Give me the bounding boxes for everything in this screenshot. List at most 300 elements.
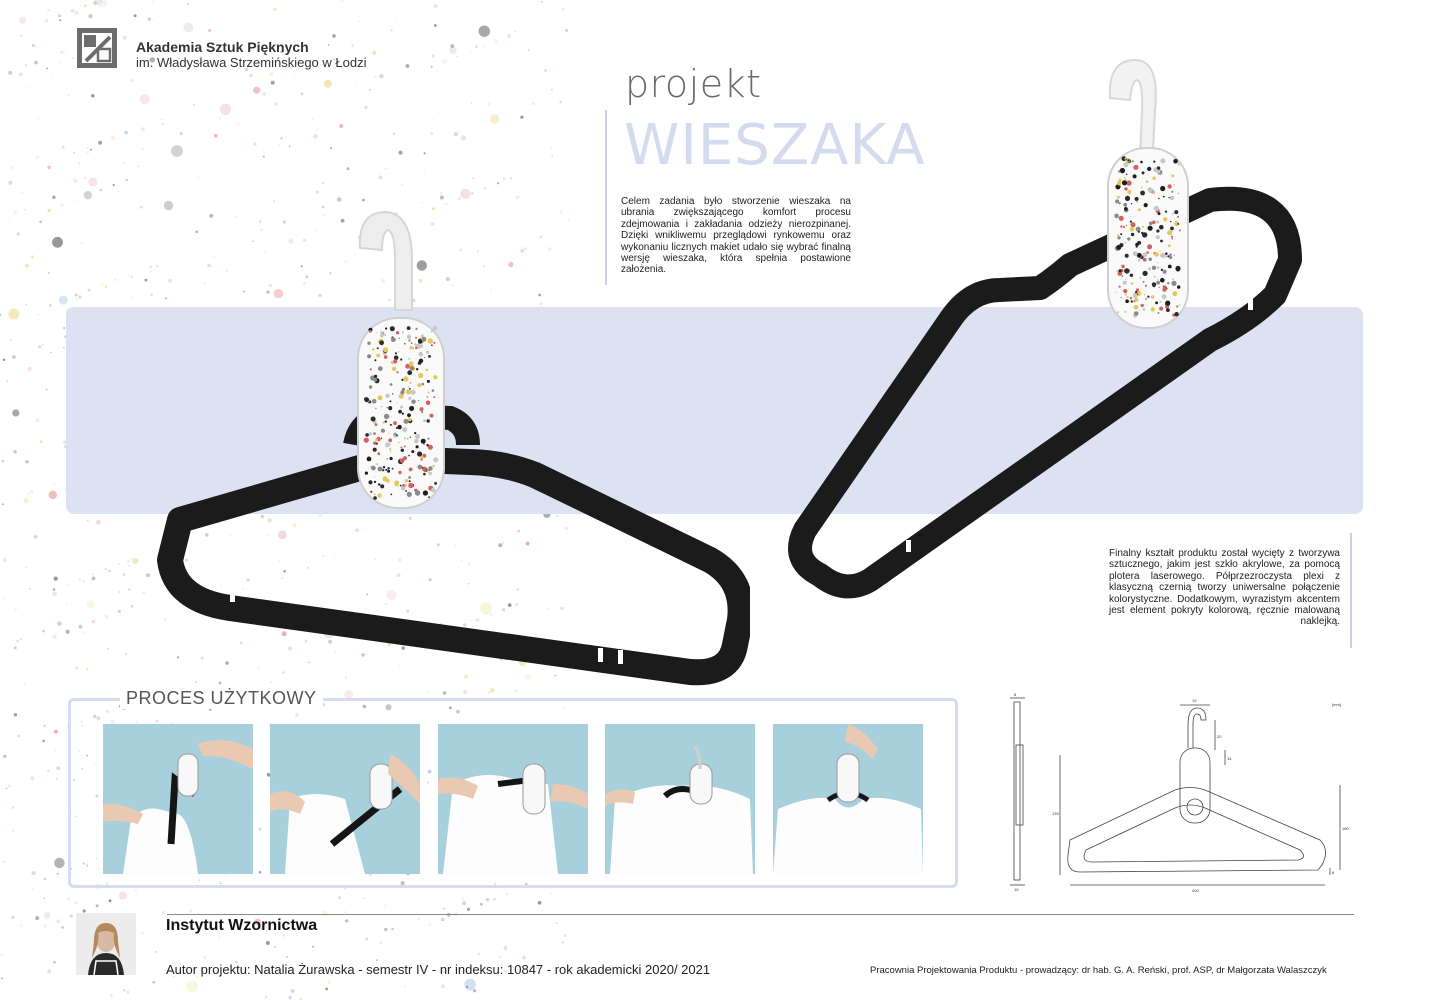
splatter-dot bbox=[359, 21, 360, 22]
splatter-dot bbox=[313, 134, 318, 139]
splatter-dot bbox=[441, 918, 445, 922]
sticker-speckle bbox=[1157, 266, 1160, 269]
sticker-speckle bbox=[401, 449, 404, 452]
sticker-speckle bbox=[374, 494, 375, 495]
splatter-dot bbox=[3, 755, 6, 758]
sticker-speckle bbox=[1143, 253, 1148, 258]
splatter-dot bbox=[250, 74, 253, 77]
sticker-speckle bbox=[419, 359, 423, 363]
sticker-speckle bbox=[1157, 279, 1158, 280]
splatter-dot bbox=[562, 941, 565, 944]
sticker-speckle bbox=[398, 351, 399, 352]
institute-name: Instytut Wzornictwa bbox=[166, 917, 318, 934]
sticker-speckle bbox=[398, 471, 401, 474]
splatter-dot bbox=[180, 132, 183, 135]
sticker-speckle bbox=[1131, 282, 1134, 285]
splatter-dot bbox=[443, 908, 445, 910]
splatter-dot bbox=[60, 204, 63, 207]
splatter-dot bbox=[396, 21, 397, 22]
splatter-dot bbox=[490, 114, 499, 123]
splatter-dot bbox=[340, 0, 344, 3]
splatter-dot bbox=[47, 209, 50, 212]
splatter-dot bbox=[0, 487, 1, 488]
splatter-dot bbox=[119, 592, 120, 593]
splatter-dot bbox=[63, 347, 64, 348]
splatter-dot bbox=[324, 80, 332, 88]
splatter-dot bbox=[153, 1, 155, 3]
sticker-speckle bbox=[1140, 278, 1141, 279]
splatter-dot bbox=[338, 896, 341, 899]
sticker-speckle bbox=[418, 465, 423, 470]
splatter-dot bbox=[131, 558, 132, 559]
sticker-speckle bbox=[407, 438, 409, 440]
splatter-dot bbox=[316, 191, 319, 194]
splatter-dot bbox=[87, 600, 95, 608]
splatter-dot bbox=[52, 592, 57, 597]
sticker-speckle bbox=[1165, 211, 1167, 213]
splatter-dot bbox=[2, 460, 4, 462]
splatter-dot bbox=[214, 134, 218, 138]
splatter-dot bbox=[126, 991, 129, 994]
sticker-speckle bbox=[1171, 236, 1173, 238]
sticker-speckle bbox=[380, 484, 384, 488]
sticker-speckle bbox=[407, 413, 411, 417]
title-wieszaka: WIESZAKA bbox=[624, 113, 926, 178]
sticker-speckle bbox=[422, 467, 423, 468]
sticker-speckle bbox=[399, 338, 400, 339]
sticker-speckle bbox=[415, 490, 420, 495]
splatter-dot bbox=[345, 919, 348, 922]
splatter-dot bbox=[74, 901, 78, 905]
splatter-dot bbox=[50, 199, 52, 201]
splatter-dot bbox=[66, 583, 68, 585]
splatter-dot bbox=[432, 117, 434, 119]
sticker-speckle bbox=[421, 439, 426, 444]
splatter-dot bbox=[20, 924, 22, 926]
splatter-dot bbox=[125, 653, 127, 655]
splatter-dot bbox=[45, 19, 49, 23]
splatter-dot bbox=[37, 314, 39, 316]
sticker-speckle bbox=[1123, 281, 1127, 285]
splatter-dot bbox=[479, 26, 490, 37]
splatter-dot bbox=[424, 152, 426, 154]
splatter-dot bbox=[126, 179, 128, 181]
dim-top: 8 bbox=[1014, 692, 1017, 697]
sticker-speckle bbox=[377, 493, 381, 497]
splatter-dot bbox=[86, 668, 89, 671]
sticker-speckle bbox=[407, 335, 411, 339]
sticker-speckle bbox=[1124, 187, 1127, 190]
footer-divider bbox=[167, 914, 1354, 915]
sticker-speckle bbox=[385, 442, 390, 447]
splatter-dot bbox=[559, 101, 562, 104]
splatter-dot bbox=[22, 192, 23, 193]
sticker-speckle bbox=[411, 342, 413, 344]
sticker-speckle bbox=[1153, 161, 1155, 163]
hanger-photo-angled bbox=[780, 40, 1340, 610]
sticker-speckle bbox=[376, 332, 377, 333]
sticker-speckle bbox=[394, 355, 399, 360]
sticker-speckle bbox=[388, 433, 389, 434]
splatter-dot bbox=[3, 861, 5, 863]
splatter-dot bbox=[128, 588, 130, 590]
splatter-dot bbox=[391, 928, 394, 931]
sticker-speckle bbox=[1127, 159, 1129, 161]
sticker-speckle bbox=[1148, 267, 1151, 270]
sticker-speckle bbox=[402, 484, 405, 487]
sticker-speckle bbox=[1139, 310, 1140, 311]
splatter-dot bbox=[155, 951, 157, 953]
sticker-speckle bbox=[401, 379, 403, 381]
sticker-speckle bbox=[1159, 225, 1164, 230]
splatter-dot bbox=[187, 3, 190, 6]
sticker-speckle bbox=[1165, 252, 1168, 255]
splatter-dot bbox=[20, 34, 23, 37]
sticker-speckle bbox=[416, 445, 419, 448]
sticker-speckle bbox=[365, 472, 368, 475]
splatter-dot bbox=[16, 640, 19, 643]
splatter-dot bbox=[54, 577, 58, 581]
sticker-speckle bbox=[1159, 307, 1163, 311]
splatter-dot bbox=[0, 314, 1, 316]
splatter-dot bbox=[6, 788, 7, 789]
sticker-speckle bbox=[375, 408, 376, 409]
splatter-dot bbox=[512, 104, 514, 106]
sticker-speckle bbox=[381, 438, 382, 439]
splatter-dot bbox=[84, 632, 87, 635]
splatter-dot bbox=[401, 184, 403, 186]
sticker-speckle bbox=[394, 481, 399, 486]
splatter-dot bbox=[295, 74, 297, 76]
splatter-dot bbox=[431, 66, 433, 68]
sticker-speckle bbox=[373, 496, 377, 500]
splatter-dot bbox=[171, 145, 183, 157]
splatter-dot bbox=[494, 39, 498, 43]
splatter-dot bbox=[562, 8, 565, 11]
sticker-speckle bbox=[1151, 295, 1155, 299]
splatter-dot bbox=[8, 71, 12, 75]
sticker-speckle bbox=[1151, 307, 1155, 311]
sticker-speckle bbox=[390, 400, 392, 402]
splatter-dot bbox=[186, 980, 198, 992]
splatter-dot bbox=[289, 146, 291, 148]
splatter-dot bbox=[43, 109, 44, 110]
splatter-dot bbox=[515, 31, 516, 32]
sticker-speckle bbox=[427, 438, 429, 440]
sticker-speckle bbox=[1119, 269, 1122, 272]
sticker-speckle bbox=[408, 339, 410, 341]
sticker-speckle bbox=[1156, 235, 1160, 239]
splatter-dot bbox=[59, 62, 61, 64]
sticker-speckle bbox=[418, 400, 419, 401]
sticker-speckle bbox=[1134, 298, 1138, 302]
splatter-dot bbox=[92, 620, 96, 624]
splatter-dot bbox=[52, 196, 55, 199]
sticker-speckle bbox=[383, 466, 385, 468]
sticker-speckle bbox=[1157, 166, 1160, 169]
sticker-speckle bbox=[432, 389, 435, 392]
splatter-dot bbox=[263, 92, 266, 95]
sticker-speckle bbox=[372, 348, 375, 351]
splatter-dot bbox=[134, 14, 137, 17]
splatter-dot bbox=[29, 86, 31, 88]
splatter-dot bbox=[12, 830, 15, 833]
sticker-speckle bbox=[1141, 187, 1143, 189]
splatter-dot bbox=[73, 179, 77, 183]
splatter-dot bbox=[497, 182, 499, 184]
sticker-speckle bbox=[422, 383, 425, 386]
splatter-dot bbox=[142, 933, 143, 934]
splatter-dot bbox=[443, 691, 446, 694]
sticker-speckle bbox=[1116, 292, 1117, 293]
sticker-speckle bbox=[1123, 226, 1125, 228]
sticker-speckle bbox=[367, 457, 372, 462]
splatter-dot bbox=[141, 127, 145, 131]
sticker-speckle bbox=[1123, 162, 1128, 167]
sticker-speckle bbox=[1179, 304, 1181, 306]
sticker-speckle bbox=[1152, 266, 1156, 270]
splatter-dot bbox=[42, 344, 44, 346]
splatter-dot bbox=[84, 191, 92, 199]
sticker-speckle bbox=[377, 463, 378, 464]
sticker-speckle bbox=[370, 491, 372, 493]
sticker-speckle bbox=[373, 448, 377, 452]
splatter-dot bbox=[31, 255, 34, 258]
splatter-dot bbox=[406, 64, 410, 68]
sticker-speckle bbox=[374, 375, 377, 378]
sticker-speckle bbox=[1124, 158, 1126, 160]
sticker-speckle bbox=[1149, 258, 1152, 261]
sticker-speckle bbox=[397, 403, 398, 404]
splatter-dot bbox=[53, 961, 56, 964]
splatter-dot bbox=[72, 57, 74, 59]
splatter-dot bbox=[565, 29, 568, 32]
splatter-dot bbox=[118, 563, 120, 565]
splatter-dot bbox=[89, 14, 93, 18]
sticker-speckle bbox=[408, 386, 410, 388]
sticker-speckle bbox=[1178, 163, 1180, 165]
splatter-dot bbox=[61, 157, 63, 159]
splatter-dot bbox=[60, 51, 63, 54]
splatter-dot bbox=[110, 994, 113, 997]
splatter-dot bbox=[51, 294, 52, 295]
sticker-speckle bbox=[1158, 312, 1160, 314]
sticker-speckle bbox=[1125, 279, 1126, 280]
splatter-dot bbox=[10, 166, 14, 170]
sticker-speckle bbox=[418, 373, 423, 378]
splatter-dot bbox=[30, 776, 34, 780]
sticker-speckle bbox=[398, 410, 402, 414]
sticker-speckle bbox=[1130, 274, 1133, 277]
splatter-dot bbox=[384, 928, 387, 931]
sticker-speckle bbox=[1160, 186, 1165, 191]
splatter-dot bbox=[113, 184, 115, 186]
sticker-speckle bbox=[411, 450, 414, 453]
splatter-dot bbox=[58, 14, 61, 17]
splatter-dot bbox=[265, 996, 267, 998]
splatter-dot bbox=[332, 34, 336, 38]
splatter-dot bbox=[145, 279, 148, 282]
splatter-dot bbox=[75, 294, 78, 297]
sticker-speckle bbox=[385, 469, 387, 471]
sticker-speckle bbox=[1177, 285, 1180, 288]
sticker-speckle bbox=[1125, 254, 1129, 258]
splatter-dot bbox=[116, 139, 117, 140]
splatter-dot bbox=[54, 483, 55, 484]
splatter-dot bbox=[108, 570, 110, 572]
splatter-dot bbox=[71, 9, 74, 12]
process-step-5 bbox=[773, 724, 923, 874]
splatter-dot bbox=[198, 177, 199, 178]
splatter-dot bbox=[118, 610, 121, 613]
splatter-dot bbox=[544, 69, 547, 72]
splatter-dot bbox=[111, 136, 115, 140]
sticker-speckle bbox=[371, 417, 376, 422]
sticker-speckle bbox=[1143, 271, 1148, 276]
splatter-dot bbox=[123, 36, 127, 40]
splatter-dot bbox=[61, 926, 64, 929]
sticker-speckle bbox=[1156, 221, 1159, 224]
splatter-dot bbox=[13, 450, 16, 453]
sticker-speckle bbox=[415, 414, 416, 415]
sticker-speckle bbox=[1143, 258, 1147, 262]
sticker-speckle bbox=[1117, 270, 1119, 272]
sticker-speckle bbox=[428, 338, 433, 343]
sticker-speckle bbox=[1146, 251, 1149, 254]
sticker-speckle bbox=[415, 347, 417, 349]
splatter-dot bbox=[7, 380, 9, 382]
splatter-dot bbox=[96, 904, 99, 907]
sticker-speckle bbox=[1173, 254, 1175, 256]
splatter-dot bbox=[32, 888, 33, 889]
splatter-dot bbox=[42, 630, 45, 633]
splatter-dot bbox=[36, 156, 39, 159]
splatter-dot bbox=[274, 102, 277, 105]
splatter-dot bbox=[37, 117, 39, 119]
splatter-dot bbox=[73, 199, 76, 202]
splatter-dot bbox=[124, 131, 128, 135]
splatter-dot bbox=[431, 132, 433, 134]
splatter-dot bbox=[13, 211, 17, 215]
splatter-dot bbox=[218, 936, 221, 939]
sticker-speckle bbox=[1138, 231, 1140, 233]
splatter-dot bbox=[66, 603, 67, 604]
sticker-speckle bbox=[419, 344, 423, 348]
splatter-dot bbox=[4, 795, 5, 796]
splatter-dot bbox=[12, 355, 16, 359]
sticker-speckle bbox=[1166, 308, 1170, 312]
splatter-dot bbox=[428, 923, 432, 927]
sticker-speckle bbox=[411, 400, 415, 404]
sticker-speckle bbox=[409, 346, 412, 349]
splatter-dot bbox=[78, 295, 81, 298]
splatter-dot bbox=[432, 54, 435, 57]
splatter-dot bbox=[82, 580, 85, 583]
splatter-dot bbox=[271, 81, 275, 85]
splatter-dot bbox=[90, 149, 92, 151]
splatter-dot bbox=[25, 264, 29, 268]
splatter-dot bbox=[75, 666, 78, 669]
sticker-speckle bbox=[1124, 242, 1126, 244]
sticker-speckle bbox=[1169, 253, 1172, 256]
sticker-speckle bbox=[414, 439, 419, 444]
splatter-dot bbox=[12, 409, 19, 416]
sticker-speckle bbox=[415, 337, 417, 339]
sticker-speckle bbox=[364, 397, 369, 402]
sticker-speckle bbox=[1136, 288, 1139, 291]
sticker-speckle bbox=[1172, 213, 1174, 215]
sticker-speckle bbox=[364, 438, 369, 443]
sticker-speckle bbox=[409, 468, 413, 472]
splatter-dot bbox=[105, 615, 108, 618]
splatter-dot bbox=[424, 172, 425, 173]
splatter-dot bbox=[92, 577, 96, 581]
sticker-speckle bbox=[1135, 197, 1139, 201]
sticker-speckle bbox=[404, 445, 406, 447]
sticker-speckle bbox=[1160, 158, 1165, 163]
splatter-dot bbox=[32, 871, 36, 875]
sticker-speckle bbox=[434, 482, 437, 485]
sticker-speckle bbox=[407, 492, 412, 497]
splatter-dot bbox=[161, 122, 164, 125]
sticker-speckle bbox=[1141, 232, 1143, 234]
splatter-dot bbox=[564, 934, 567, 937]
sticker-speckle bbox=[1146, 180, 1149, 183]
splatter-dot bbox=[463, 690, 467, 694]
splatter-dot bbox=[374, 76, 376, 78]
sticker-speckle bbox=[1127, 190, 1131, 194]
splatter-dot bbox=[341, 192, 342, 193]
splatter-dot bbox=[23, 683, 25, 685]
sticker-speckle bbox=[1160, 240, 1163, 243]
splatter-dot bbox=[470, 51, 471, 52]
sticker-speckle bbox=[1114, 214, 1119, 219]
splatter-dot bbox=[66, 630, 70, 634]
splatter-dot bbox=[478, 953, 481, 956]
sticker-speckle bbox=[426, 444, 428, 446]
splatter-dot bbox=[59, 19, 61, 21]
sticker-speckle bbox=[1169, 256, 1172, 259]
sticker-speckle bbox=[1147, 296, 1149, 298]
splatter-dot bbox=[123, 989, 125, 991]
sticker-speckle bbox=[402, 331, 404, 333]
sticker-speckle bbox=[1165, 301, 1170, 306]
splatter-dot bbox=[472, 177, 474, 179]
splatter-dot bbox=[48, 162, 50, 164]
sticker-speckle bbox=[367, 354, 371, 358]
splatter-dot bbox=[393, 132, 396, 135]
splatter-dot bbox=[14, 646, 17, 649]
sticker-speckle bbox=[1174, 210, 1178, 214]
splatter-dot bbox=[53, 635, 57, 639]
sticker-speckle bbox=[417, 383, 421, 387]
sticker-speckle bbox=[426, 369, 429, 372]
splatter-dot bbox=[38, 345, 41, 348]
sticker-speckle bbox=[387, 470, 390, 473]
sticker-speckle bbox=[369, 432, 372, 435]
splatter-dot bbox=[17, 232, 21, 236]
sticker-speckle bbox=[1172, 278, 1174, 280]
splatter-dot bbox=[555, 177, 556, 178]
sticker-speckle bbox=[1161, 269, 1163, 271]
dim-width: 400 bbox=[1192, 888, 1199, 893]
sticker-speckle bbox=[414, 432, 416, 434]
sticker-speckle bbox=[373, 432, 376, 435]
splatter-dot bbox=[3, 558, 7, 562]
sticker-speckle bbox=[428, 469, 430, 471]
splatter-dot bbox=[23, 660, 24, 661]
sticker-speckle bbox=[1142, 171, 1145, 174]
